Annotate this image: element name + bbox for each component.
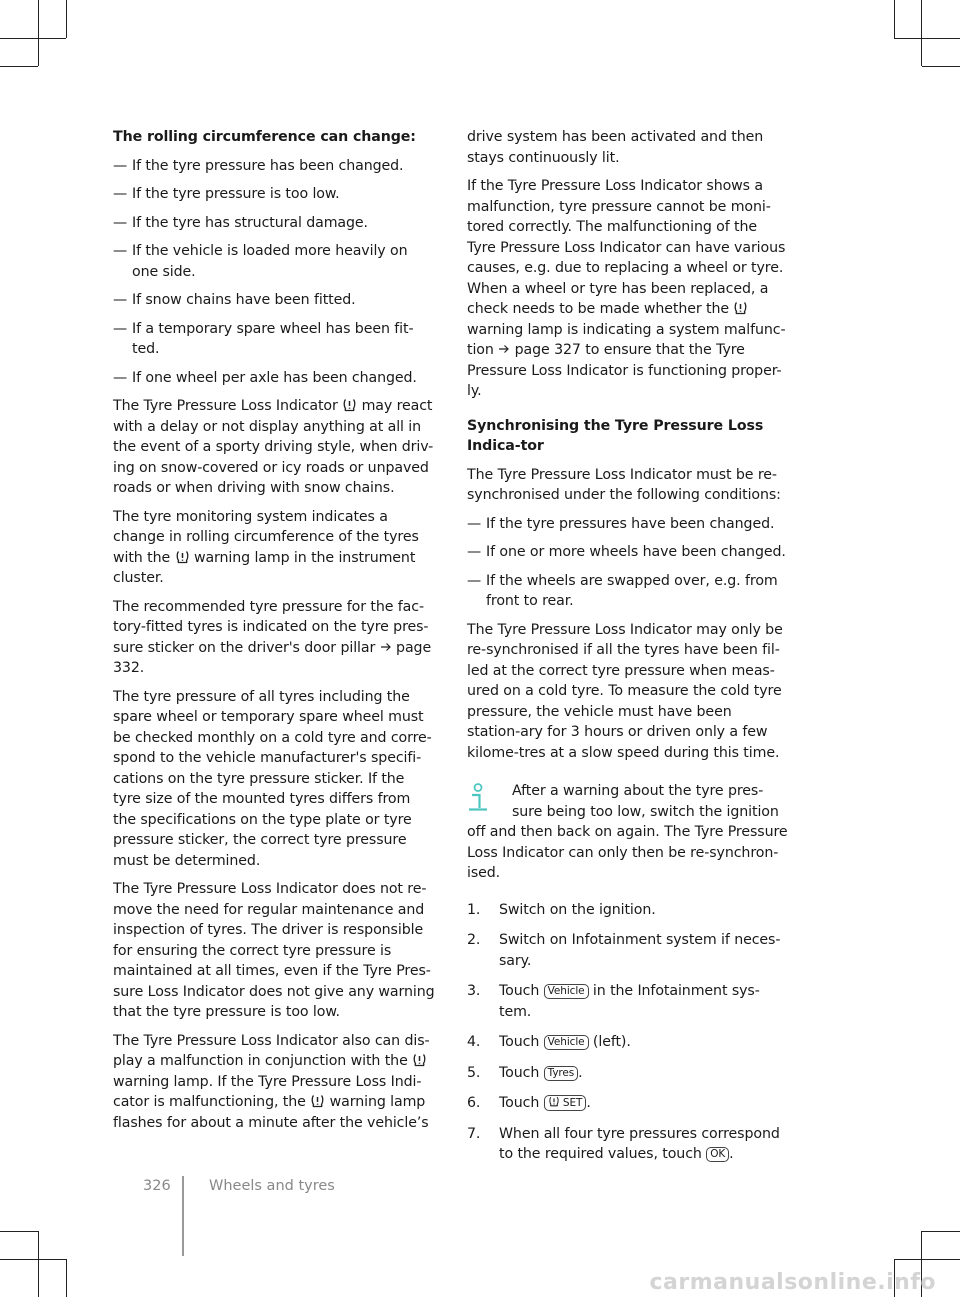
step-text: Touch [499,1034,540,1050]
tpli-set-button[interactable] [544,1095,587,1111]
step-item [467,1063,789,1084]
step-text: (left). [592,1034,631,1050]
step-text: When all four tyre pressures correspond to the required values, touch [499,1125,780,1162]
step-text: . [729,1146,734,1162]
crop-mark [38,1231,39,1297]
step-item [467,1124,789,1165]
step-text: in the Infotainment sys-tem. [499,983,760,1020]
step-number: 6. [467,1095,481,1111]
step-number: 1. [467,901,481,918]
step-text: Touch [499,1095,540,1111]
crop-mark [0,1231,38,1232]
paragraph: The Tyre Pressure Loss Indicator may only be re-synchronised if all the tyres have been fil-led at the correct tyre pressure when meas-ured on a cold tyre. To measure the cold tyre pressure, the vehicle must have been station-ary for 3 hours or driven only a few kilome-tres at a slow speed during this time. [467,621,783,761]
list-item: — If one or more wheels have been changed. [467,542,789,563]
section-title: Wheels and tyres [209,1178,335,1194]
note-line: sure being too low, switch the ignition [512,803,779,820]
crop-mark [66,1259,67,1297]
step-text: Switch on the ignition. [499,901,656,918]
crop-mark [38,0,39,66]
note-text: off and then back on again. The Tyre Pressure Loss Indicator can only then be re-synchron-ised. [467,824,788,881]
tyre-pressure-warning-icon [342,398,357,412]
right-column [467,127,789,1175]
text: warning lamp is indicating a system malfunc-tion [467,321,786,358]
vehicle-button[interactable]: Vehicle [544,984,589,999]
step-item [467,930,789,971]
crop-mark [0,66,38,67]
step-number: 2. [467,932,481,948]
crop-mark [66,0,67,38]
text: The tyre monitoring system indicates a change in rolling circumference of the tyres with the [113,508,419,566]
button-label: SET [562,1097,583,1109]
crop-mark [921,0,922,66]
arrow-right-icon [498,343,510,355]
step-text: . [586,1095,591,1111]
list-item: — If the tyre pressure is too low. [113,184,435,205]
list-item: — If the vehicle is loaded more heavily on one side. [113,241,435,282]
paragraph: The tyre pressure of all tyres including the spare wheel or temporary spare wheel must be checked monthly on a cold tyre and corre-spond to the vehicle manufacturer's specifi-cations on the tyre pressure sticker. If the tyre size of the mounted tyres differs from the specifications on the type plate or tyre pressure sticker, the correct tyre pressure must be determined. [113,688,432,869]
text: warning lamp flashes for about a minute after the vehicle’s [113,1094,429,1131]
crop-mark [922,1231,960,1232]
step-number: 4. [467,1034,481,1050]
list-item: — If the tyre pressure has been changed. [113,156,435,177]
crop-mark [0,1259,66,1260]
paragraph: The Tyre Pressure Loss Indicator does not re-move the need for regular maintenance and inspection of tyres. The driver is responsible for ensuring the correct tyre pressure is maintained at all times, even if the Tyre Pres-sure Loss Indicator does not give any warning that the tyre pressure is too low. [113,881,435,1020]
arrow-right-icon [380,641,392,653]
step-item [467,981,789,1022]
list-item: — If a temporary spare wheel has been fit-ted. [113,319,435,360]
text: may react with a delay or not display anything at all in the event of a sporty driving style, when driv-ing on snow-covered or icy roads or unpaved roads or when driving with snow chains. [113,398,434,496]
page-number: 326 [143,1178,171,1194]
paragraph: The Tyre Pressure Loss Indicator must be re-synchronised under the following conditions: [467,466,781,503]
step-number: 7. [467,1125,481,1142]
paragraph [113,597,435,679]
footer-divider [182,1176,184,1256]
text: warning lamp. If the Tyre Pressure Loss Indi-cator is malfunctioning, the [113,1073,422,1110]
info-note [467,781,789,884]
left-column [113,127,435,1141]
list-item: — If snow chains have been fitted. [113,290,435,311]
step-item [467,900,789,921]
note-line: After a warning about the tyre pres- [512,783,764,799]
section-heading: Synchronising the Tyre Pressure Loss Indica-tor [467,417,764,454]
crop-mark [0,38,66,39]
vehicle-left-button[interactable]: Vehicle [544,1035,589,1050]
tyre-pressure-warning-icon [310,1094,325,1108]
watermark: carmanualsonline.info [649,1270,936,1295]
list-item: — If the tyre has structural damage. [113,213,435,234]
step-text: Touch [499,1064,540,1081]
tyre-pressure-warning-icon [733,301,748,315]
page-reference-link[interactable]: page 327 to ensure that the Tyre Pressure Loss Indicator is functioning proper-ly. [467,342,782,399]
list-item: — If the wheels are swapped over, e.g. from front to rear. [467,571,789,612]
list-item: — If one wheel per axle has been changed. [113,368,435,389]
tyre-pressure-warning-icon [175,550,190,564]
paragraph [113,396,435,499]
crop-mark [894,38,960,39]
paragraph [113,1031,435,1134]
step-item [467,1032,789,1053]
step-number: 5. [467,1064,481,1081]
step-item [467,1093,789,1114]
info-icon [467,783,489,813]
text: The Tyre Pressure Loss Indicator also can dis-play a malfunction in conjunction with the [113,1032,430,1069]
step-number: 3. [467,983,481,999]
text: warning lamp in the instrument cluster. [113,549,416,586]
paragraph: drive system has been activated and then stays continuously lit. [467,129,764,166]
paragraph [467,176,789,402]
crop-mark [922,66,960,67]
text: If the Tyre Pressure Loss Indicator shows a malfunction, tyre pressure cannot be moni-tored correctly. The malfunctioning of the Tyre Pressure Loss Indicator can have various causes, e.g. due to replacing a wheel or tyre. When a wheel or tyre has been replaced, a check needs to be made whether the [467,178,786,317]
crop-mark [894,1259,960,1260]
tyre-pressure-warning-icon [548,1096,560,1107]
page-reference-link[interactable]: page 332. [113,639,432,676]
step-text: Switch on Infotainment system if neces-sary. [499,932,781,969]
list-item: — If the tyre pressures have been changed. [467,514,789,535]
section-heading: The rolling circumference can change: [113,129,416,145]
tyre-pressure-warning-icon [412,1053,427,1067]
step-text: Touch [499,983,540,999]
paragraph [113,507,435,589]
ok-button[interactable]: OK [706,1147,729,1162]
text: The Tyre Pressure Loss Indicator [113,398,338,414]
crop-mark [894,0,895,38]
tyres-button[interactable]: Tyres [544,1066,579,1081]
text: The recommended tyre pressure for the fac-tory-fitted tyres is indicated on the tyre pres-sure sticker on the driver's door pillar [113,598,429,656]
step-text: . [578,1064,583,1081]
